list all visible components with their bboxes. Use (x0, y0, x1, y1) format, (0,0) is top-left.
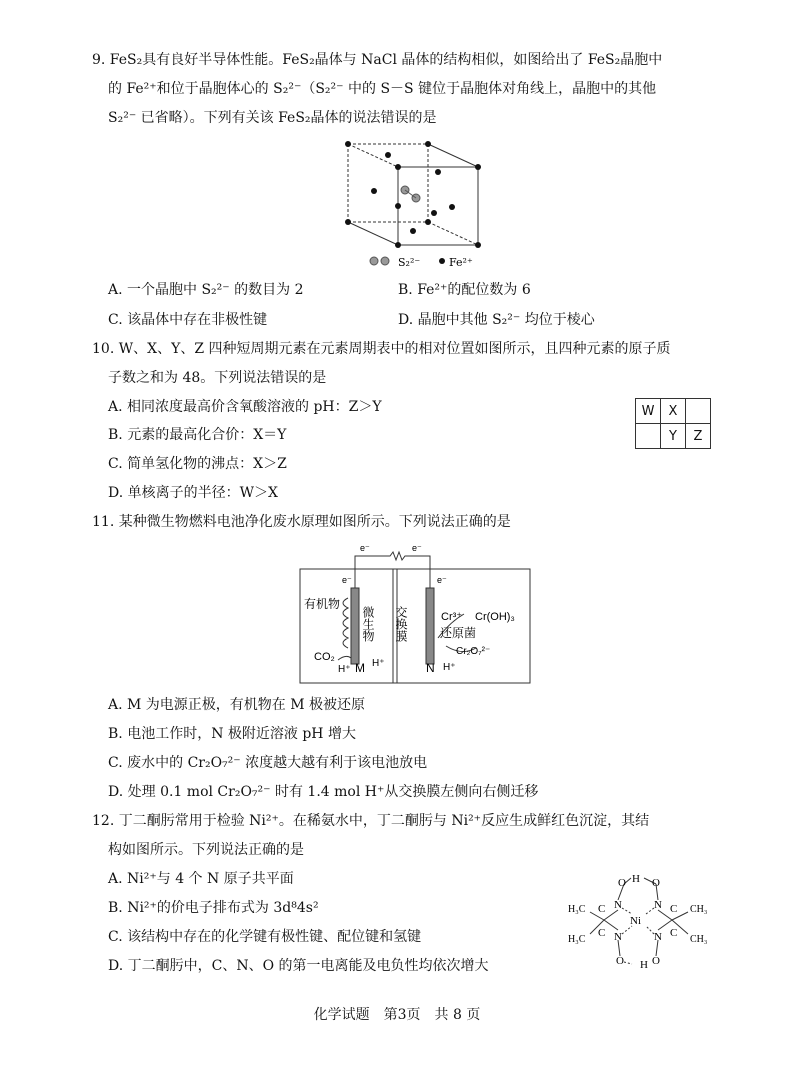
cell-x: X (661, 399, 686, 424)
electron-label-left: e⁻ (360, 543, 370, 553)
cell-empty (686, 399, 711, 424)
legend-s2-label: S₂²⁻ (398, 256, 421, 269)
atom-n-top-right: N (654, 899, 662, 911)
q12-stem-line1: 12. 丁二酮肟常用于检验 Ni²⁺。在稀氨水中，丁二酮肟与 Ni²⁺反应生成鲜红色沉淀，其结 (92, 813, 650, 829)
atom-n-top-left: N (614, 899, 622, 911)
organic-label: 有机物 (304, 597, 341, 611)
cr3-label: Cr³⁺ (441, 611, 463, 623)
atom-c-right-bottom: C (670, 927, 678, 939)
h-plus-mid: H⁺ (372, 658, 385, 669)
cell-y: Y (661, 424, 686, 449)
fuel-cell-figure (298, 538, 534, 686)
q11-option-d: D. 处理 0.1 mol Cr₂O₇²⁻ 时有 1.4 mol H⁺从交换膜左侧向右侧迁移 (108, 784, 539, 800)
atom-o-top-right: O (652, 877, 660, 889)
membrane-label: 交换膜 (394, 606, 408, 642)
q9-option-d: D. 晶胞中其他 S₂²⁻ 均位于棱心 (398, 312, 595, 328)
q10-option-b: B. 元素的最高化合价：X＝Y (108, 427, 287, 443)
q12-option-b: B. Ni²⁺的价电子排布式为 3d⁸4s² (108, 900, 319, 916)
croh3-label: Cr(OH)₃ (475, 611, 515, 623)
h-plus-left: H⁺ (338, 664, 351, 675)
cr2o7-label: Cr₂O₇²⁻ (456, 646, 491, 657)
q12-option-c: C. 该结构中存在的化学键有极性键、配位键和氢键 (108, 929, 422, 945)
q10-stem-line1: 10. W、X、Y、Z 四种短周期元素在元素周期表中的相对位置如图所示，且四种元素的原子质 (92, 341, 671, 357)
q10-option-a: A. 相同浓度最高价含氧酸溶液的 pH：Z＞Y (108, 399, 382, 415)
legend-fe-label: Fe²⁺ (449, 256, 473, 269)
q11-option-a: A. M 为电源正极，有机物在 M 极被还原 (108, 697, 366, 713)
electrode-n-label: N (426, 661, 435, 675)
q9-stem-line3: S₂²⁻ 已省略）。下列有关该 FeS₂晶体的说法错误的是 (108, 110, 437, 126)
methyl-right-top: CH₃ (690, 904, 708, 915)
fes2-unit-cell-figure (330, 134, 500, 274)
electron-label-n: e⁻ (437, 575, 447, 585)
methyl-left-bottom: H₃C (568, 934, 586, 945)
q10-stem-line2: 子数之和为 48。下列说法错误的是 (108, 370, 327, 386)
atom-c-left-bottom: C (598, 927, 606, 939)
page-footer: 化学试题 第3页 共 8 页 (313, 1007, 481, 1023)
q9-stem-line1: 9. FeS₂具有良好半导体性能。FeS₂晶体与 NaCl 晶体的结构相似，如图给出了 FeS₂晶胞中 (92, 52, 663, 68)
q10-option-c: C. 简单氢化物的沸点：X＞Z (108, 456, 287, 472)
q10-option-d: D. 单核离子的半径：W＞X (108, 485, 278, 501)
atom-h-bottom: H (640, 959, 648, 971)
atom-ni: Ni (630, 915, 641, 927)
electron-label-right: e⁻ (412, 543, 422, 553)
atom-n-bottom-right: N (654, 931, 662, 943)
q12-stem-line2: 构如图所示。下列说法正确的是 (108, 842, 304, 858)
atom-c-right-top: C (670, 903, 678, 915)
periodic-position-table (635, 398, 711, 449)
q9-option-a: A. 一个晶胞中 S₂²⁻ 的数目为 2 (108, 282, 304, 298)
q11-stem-line1: 11. 某种微生物燃料电池净化废水原理如图所示。下列说法正确的是 (92, 514, 511, 530)
electrode-m-label: M (355, 661, 365, 675)
methyl-left-top: H₃C (568, 904, 586, 915)
q12-option-a: A. Ni²⁺与 4 个 N 原子共平面 (108, 871, 294, 887)
microbe-label: 微生物 (361, 606, 375, 642)
h-plus-right: H⁺ (443, 662, 456, 673)
atom-o-top-left: O (618, 877, 626, 889)
q12-option-d: D. 丁二酮肟中，C、N、O 的第一电离能及电负性均依次增大 (108, 958, 489, 974)
atom-o-bottom-left: O (616, 955, 624, 967)
cell-empty (636, 424, 661, 449)
q11-option-b: B. 电池工作时，N 极附近溶液 pH 增大 (108, 726, 356, 742)
electron-label-m: e⁻ (342, 575, 352, 585)
methyl-right-bottom: CH₃ (690, 934, 708, 945)
q9-option-c: C. 该晶体中存在非极性键 (108, 312, 268, 328)
q9-option-b: B. Fe²⁺的配位数为 6 (398, 282, 531, 298)
atom-n-bottom-left: N (614, 931, 622, 943)
cell-w: W (636, 399, 661, 424)
co2-label: CO₂ (314, 651, 335, 663)
q11-option-c: C. 废水中的 Cr₂O₇²⁻ 浓度越大越有利于该电池放电 (108, 755, 428, 771)
atom-h-top: H (632, 873, 640, 885)
atom-o-bottom-right: O (652, 955, 660, 967)
q9-stem-line2: 的 Fe²⁺和位于晶胞体心的 S₂²⁻（S₂²⁻ 中的 S－S 键位于晶胞体对角线上，晶胞中的其他 (108, 81, 657, 97)
atom-c-left-top: C (598, 903, 606, 915)
cell-z: Z (686, 424, 711, 449)
nickel-dimethylglyoxime-structure (560, 864, 720, 974)
bacteria-label: 还原菌 (440, 626, 477, 640)
